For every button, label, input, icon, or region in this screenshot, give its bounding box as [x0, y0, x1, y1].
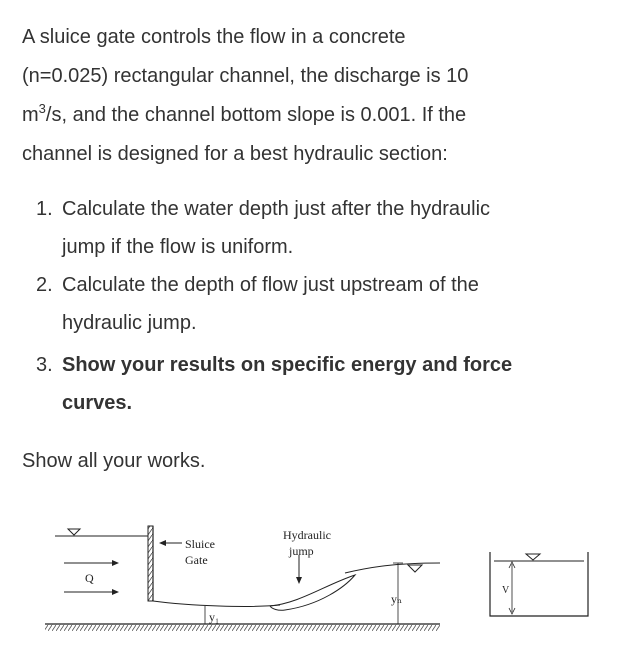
question-text-line-2: hydraulic jump. [62, 312, 197, 334]
problem-line-1: A sluice gate controls the flow in a concrete [22, 26, 406, 48]
sluice-gate-label-line-2: Gate [185, 553, 208, 567]
sluice-gate-diagram [0, 505, 630, 661]
unit-m: m [22, 104, 39, 126]
question-number: 1. [36, 198, 53, 220]
question-list [36, 190, 626, 422]
problem-line-3 [22, 96, 612, 135]
question-item-1 [36, 190, 626, 266]
question-text-line-1: Calculate the water depth just after the hydraulic [62, 198, 491, 220]
question-number: 2. [36, 274, 53, 296]
question-number: 3. [36, 354, 53, 376]
hydraulic-jump-shape [270, 563, 440, 610]
hydraulic-jump-label-line-1: Hydraulic [283, 528, 331, 542]
upstream-water-surface [55, 529, 148, 536]
question-item-3 [36, 346, 626, 422]
problem-line-3-rest: /s, and the channel bottom slope is 0.001. If the [45, 104, 467, 126]
sluice-gate-label-line-1: Sluice [185, 537, 215, 551]
question-text-line-2: jump if the flow is uniform. [62, 236, 294, 258]
channel-cross-section [490, 552, 588, 616]
water-level-triangle-icon [68, 529, 80, 535]
velocity-label: V [502, 585, 510, 596]
problem-line-4: channel is designed for a best hydraulic section: [22, 143, 448, 165]
question-text-line-1: Show your results on specific energy and force [62, 354, 513, 376]
water-level-triangle-icon [408, 565, 422, 572]
channel-bed [45, 624, 440, 631]
instruction-text: Show all your works. [22, 450, 206, 472]
problem-paragraph [22, 18, 612, 174]
sluice-gate [148, 526, 153, 601]
question-item-2 [36, 266, 626, 342]
problem-line-2: (n=0.025) rectangular channel, the discharge is 10 [22, 65, 469, 87]
hydraulic-jump-label-line-2: jump [289, 544, 314, 558]
discharge-label: Q [85, 571, 94, 585]
question-text-line-1: Calculate the depth of flow just upstream of the [62, 274, 479, 296]
yn-label: yₙ [391, 592, 403, 606]
problem-statement [22, 18, 612, 174]
question-text-line-2: curves. [62, 392, 133, 414]
supercritical-water-surface [153, 601, 280, 606]
y1-label: y₁ [209, 610, 220, 624]
water-level-triangle-icon [526, 554, 540, 560]
unit-exponent: 3 [38, 101, 46, 116]
